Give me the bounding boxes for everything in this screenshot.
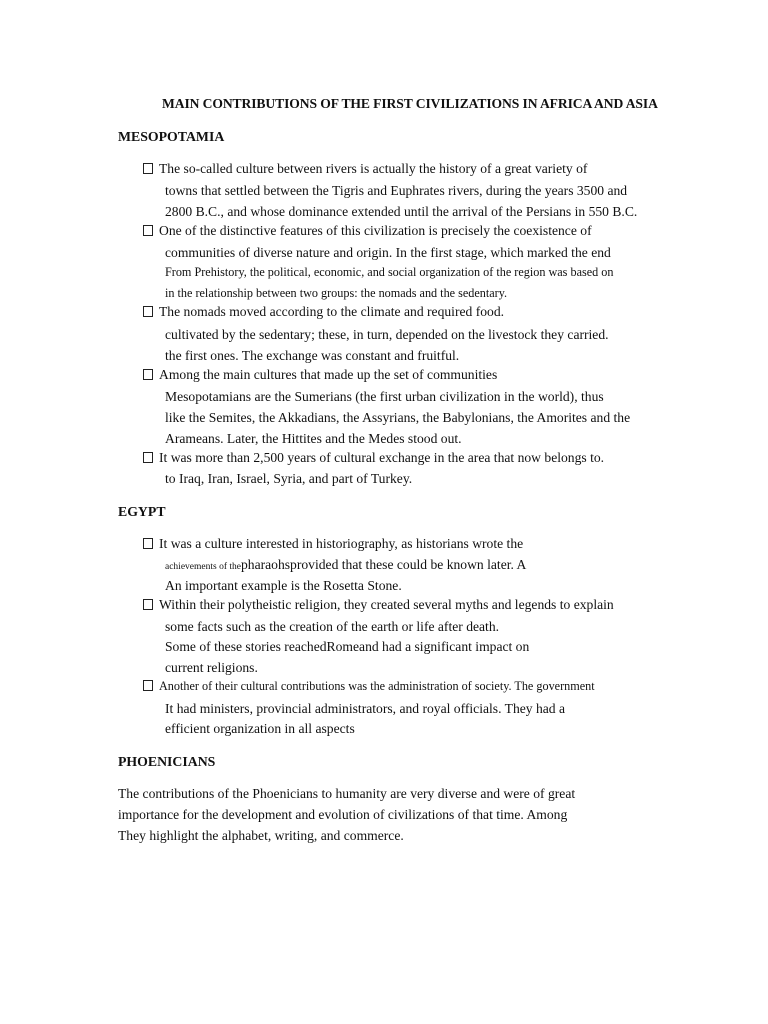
bullet-item [143, 680, 595, 692]
bullet-continuation: 2800 B.C., and whose dominance extended until the arrival of the Persians in 550 B.C. [165, 204, 638, 219]
bullet-continuation: towns that settled between the Tigris and Euphrates rivers, during the years 3500 and [165, 183, 628, 198]
bullet-continuation: From Prehistory, the political, economic, and social organization of the region was based on [165, 265, 614, 279]
bullet-text: Among the main cultures that made up the set of communities [159, 367, 498, 382]
document-title: MAIN CONTRIBUTIONS OF THE FIRST CIVILIZATIONS IN AFRICA AND ASIA [162, 96, 658, 111]
bullet-box-icon [143, 306, 153, 317]
bullet-continuation: It had ministers, provincial administrators, and royal officials. They had a [165, 701, 566, 716]
bullet-box-icon [143, 599, 153, 610]
bullet-box-icon [143, 538, 153, 549]
bullet-text: It was more than 2,500 years of cultural exchange in the area that now belongs to. [159, 450, 605, 465]
bullet-box-icon [143, 680, 153, 691]
bullet-item [143, 368, 497, 382]
bullet-text: It was a culture interested in historiography, as historians wrote the [159, 536, 524, 551]
bullet-text: The so-called culture between rivers is actually the history of a great variety of [159, 161, 588, 176]
bullet-continuation: Mesopotamians are the Sumerians (the first urban civilization in the world), thus [165, 389, 604, 404]
bullet-box-icon [143, 369, 153, 380]
bullet-continuation: efficient organization in all aspects [165, 721, 355, 736]
bullet-text: One of the distinctive features of this civilization is precisely the coexistence of [159, 223, 592, 238]
bullet-continuation: like the Semites, the Akkadians, the Assyrians, the Babylonians, the Amorites and the [165, 410, 631, 425]
paragraph-line: importance for the development and evolution of civilizations of that time. Among [118, 807, 568, 822]
bullet-item [143, 451, 604, 465]
bullet-box-icon [143, 225, 153, 236]
bullet-continuation: current religions. [165, 660, 258, 675]
bullet-item [143, 305, 504, 319]
bullet-continuation: the first ones. The exchange was constant and fruitful. [165, 348, 460, 363]
paragraph-line: The contributions of the Phoenicians to humanity are very diverse and were of great [118, 786, 576, 801]
small-prefix-text: achievements of the [165, 562, 241, 572]
bullet-continuation: some facts such as the creation of the earth or life after death. [165, 619, 500, 634]
section-heading-mesopotamia: MESOPOTAMIA [118, 129, 225, 144]
section-heading-phoenicians: PHOENICIANS [118, 754, 216, 769]
bullet-item [143, 598, 614, 612]
bullet-continuation: An important example is the Rosetta Stone. [165, 578, 402, 593]
bullet-text: The nomads moved according to the climate and required food. [159, 304, 505, 319]
bullet-continuation: cultivated by the sedentary; these, in turn, depended on the livestock they carried. [165, 327, 609, 342]
section-heading-egypt: EGYPT [118, 504, 166, 519]
bullet-item [143, 224, 592, 238]
bullet-continuation: Some of these stories reachedRomeand had a significant impact on [165, 639, 530, 654]
bullet-continuation: to Iraq, Iran, Israel, Syria, and part of Turkey. [165, 471, 413, 486]
bullet-continuation: in the relationship between two groups: the nomads and the sedentary. [165, 286, 508, 300]
bullet-continuation: Arameans. Later, the Hittites and the Medes stood out. [165, 431, 462, 446]
bullet-continuation-text: pharaohsprovided that these could be known later. A [240, 557, 527, 572]
bullet-text: Within their polytheistic religion, they created several myths and legends to explain [159, 597, 614, 612]
bullet-item [143, 537, 523, 551]
bullet-continuation: communities of diverse nature and origin. In the first stage, which marked the end [165, 245, 611, 260]
paragraph-line: They highlight the alphabet, writing, and commerce. [118, 828, 404, 843]
bullet-box-icon [143, 163, 153, 174]
bullet-box-icon [143, 452, 153, 463]
bullet-item [143, 162, 587, 176]
bullet-continuation [165, 558, 526, 573]
bullet-text: Another of their cultural contributions was the administration of society. The government [159, 679, 595, 693]
